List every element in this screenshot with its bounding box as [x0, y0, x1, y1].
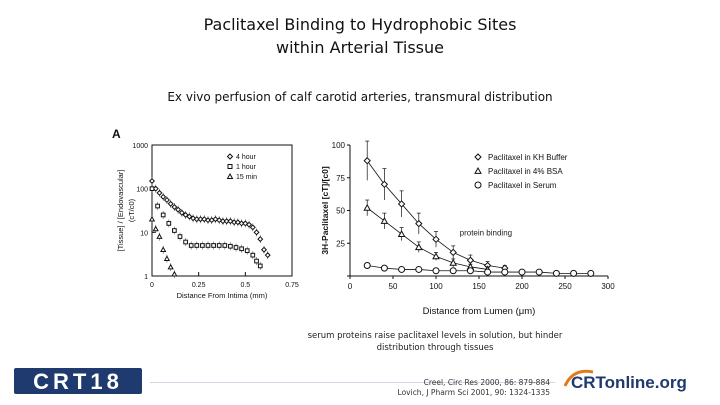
- data-point: [168, 202, 173, 207]
- x-tick-label: 50: [388, 282, 398, 291]
- data-point: [519, 269, 525, 275]
- plot-frame: [152, 145, 292, 276]
- slide-title: [0, 13, 720, 59]
- legend-label: Paclitaxel in 4% BSA: [488, 167, 563, 176]
- data-point: [167, 222, 171, 226]
- data-point: [165, 256, 170, 260]
- y-tick-label: 50: [336, 206, 345, 216]
- data-point: [176, 207, 181, 212]
- data-point: [245, 249, 249, 253]
- slide-subtitle: Ex vivo perfusion of calf carotid arteries, transmural distribution: [167, 90, 553, 104]
- data-point: [189, 244, 193, 248]
- data-point: [157, 191, 162, 196]
- data-point: [234, 246, 238, 250]
- data-point: [265, 253, 270, 258]
- data-point: [150, 187, 154, 191]
- legend-marker: [475, 154, 481, 160]
- data-point: [450, 260, 456, 265]
- data-point: [381, 218, 387, 223]
- legend-marker: [228, 154, 233, 159]
- x-tick-label: 0: [150, 282, 154, 289]
- legend-marker: [228, 165, 232, 169]
- chart-panel-a: [110, 128, 320, 313]
- data-point: [450, 268, 456, 274]
- x-tick-label: 0.5: [240, 282, 251, 289]
- data-point: [485, 269, 491, 275]
- title-line-1: Paclitaxel Binding to Hydrophobic Sites: [203, 15, 517, 34]
- legend-marker: [475, 168, 481, 173]
- data-point: [258, 237, 263, 242]
- x-tick-label: 0.25: [191, 282, 206, 289]
- x-tick-label: 300: [601, 282, 615, 291]
- data-point: [467, 268, 473, 274]
- data-point: [571, 270, 577, 276]
- legend-label: Paclitaxel in Serum: [488, 181, 557, 190]
- data-point: [433, 253, 439, 258]
- citation-line-1: Creel, Circ Res 2000, 86: 879-884: [423, 378, 550, 387]
- legend-marker: [475, 182, 481, 188]
- y-tick-label: 25: [336, 239, 345, 249]
- data-point: [229, 244, 233, 248]
- data-point: [165, 198, 170, 203]
- x-tick-label: 250: [558, 282, 572, 291]
- data-point: [251, 225, 256, 230]
- y-axis-label: 3H-Paclitaxel [cT]/[c0]: [320, 166, 330, 255]
- data-point: [212, 244, 216, 248]
- caption-line-2: distribution through tissues: [376, 343, 494, 353]
- data-point: [206, 244, 210, 248]
- slide-caption: [300, 330, 570, 354]
- y-tick-label: 100: [331, 141, 345, 150]
- title-line-2: within Arterial Tissue: [276, 38, 444, 57]
- data-point: [157, 234, 162, 238]
- data-point: [173, 229, 177, 233]
- data-point: [364, 158, 370, 164]
- data-point: [150, 217, 155, 221]
- legend-marker: [228, 174, 233, 179]
- y-axis-label-line-1: [Tissue] / [Endovascular]: [116, 169, 125, 252]
- data-point: [416, 266, 422, 272]
- crt18-logo-text: CRT18: [33, 369, 123, 394]
- data-point: [161, 247, 166, 251]
- y-axis-label-line-2: (cT/c0): [127, 198, 136, 223]
- data-point: [161, 195, 166, 200]
- legend-label: 15 min: [236, 174, 258, 181]
- legend-label: Paclitaxel in KH Buffer: [488, 153, 568, 162]
- data-point: [254, 230, 259, 235]
- citation-line-2: Lovich, J Pharm Sci 2001, 90: 1324-1335: [397, 388, 550, 397]
- x-axis-label: Distance From Intima (mm): [176, 291, 268, 300]
- data-point: [251, 253, 255, 257]
- x-axis-label: Distance from Lumen (μm): [422, 306, 536, 317]
- citation: [370, 378, 550, 398]
- data-point: [153, 227, 158, 231]
- series-line: [367, 161, 505, 268]
- data-point: [150, 179, 155, 184]
- data-point: [172, 272, 177, 276]
- data-point: [416, 244, 422, 249]
- data-point: [223, 244, 227, 248]
- data-point: [588, 270, 594, 276]
- data-point: [217, 244, 221, 248]
- protein-binding-annotation: protein binding: [459, 228, 513, 238]
- data-point: [381, 265, 387, 271]
- crtonline-logo: [563, 366, 703, 396]
- data-point: [536, 269, 542, 275]
- data-point: [262, 247, 267, 252]
- legend-label: 4 hour: [236, 154, 256, 161]
- data-point: [258, 264, 262, 268]
- x-tick-label: 200: [515, 282, 529, 291]
- data-point: [433, 268, 439, 274]
- data-point: [399, 231, 405, 236]
- legend-label: 1 hour: [236, 164, 256, 171]
- data-point: [161, 213, 165, 217]
- data-point: [255, 259, 259, 263]
- chart-panel-b: [318, 130, 618, 325]
- data-point: [553, 270, 559, 276]
- data-point: [195, 244, 199, 248]
- panel-label: A: [112, 128, 121, 141]
- data-point: [364, 263, 370, 269]
- y-tick-label: 100: [136, 186, 148, 194]
- y-tick-label: 10: [140, 230, 148, 238]
- y-tick-label: 1000: [132, 143, 148, 150]
- y-tick-label: 75: [336, 173, 345, 183]
- crtonline-logo-text: CRTonline.org: [571, 373, 687, 392]
- data-point: [467, 257, 473, 263]
- data-point: [240, 247, 244, 251]
- x-tick-label: 150: [472, 282, 486, 291]
- data-point: [364, 205, 370, 210]
- data-point: [502, 269, 508, 275]
- data-point: [178, 235, 182, 239]
- crt18-logo: [14, 366, 144, 396]
- data-point: [399, 266, 405, 272]
- data-point: [156, 204, 160, 208]
- y-tick-label: 1: [144, 274, 148, 281]
- x-tick-label: 100: [429, 282, 443, 291]
- caption-line-1: serum proteins raise paclitaxel levels in solution, but hinder: [307, 331, 563, 341]
- x-tick-label: 0.75: [285, 282, 299, 289]
- data-point: [168, 265, 173, 269]
- x-tick-label: 0: [347, 282, 353, 291]
- data-point: [201, 244, 205, 248]
- data-point: [172, 205, 177, 210]
- data-point: [184, 240, 188, 244]
